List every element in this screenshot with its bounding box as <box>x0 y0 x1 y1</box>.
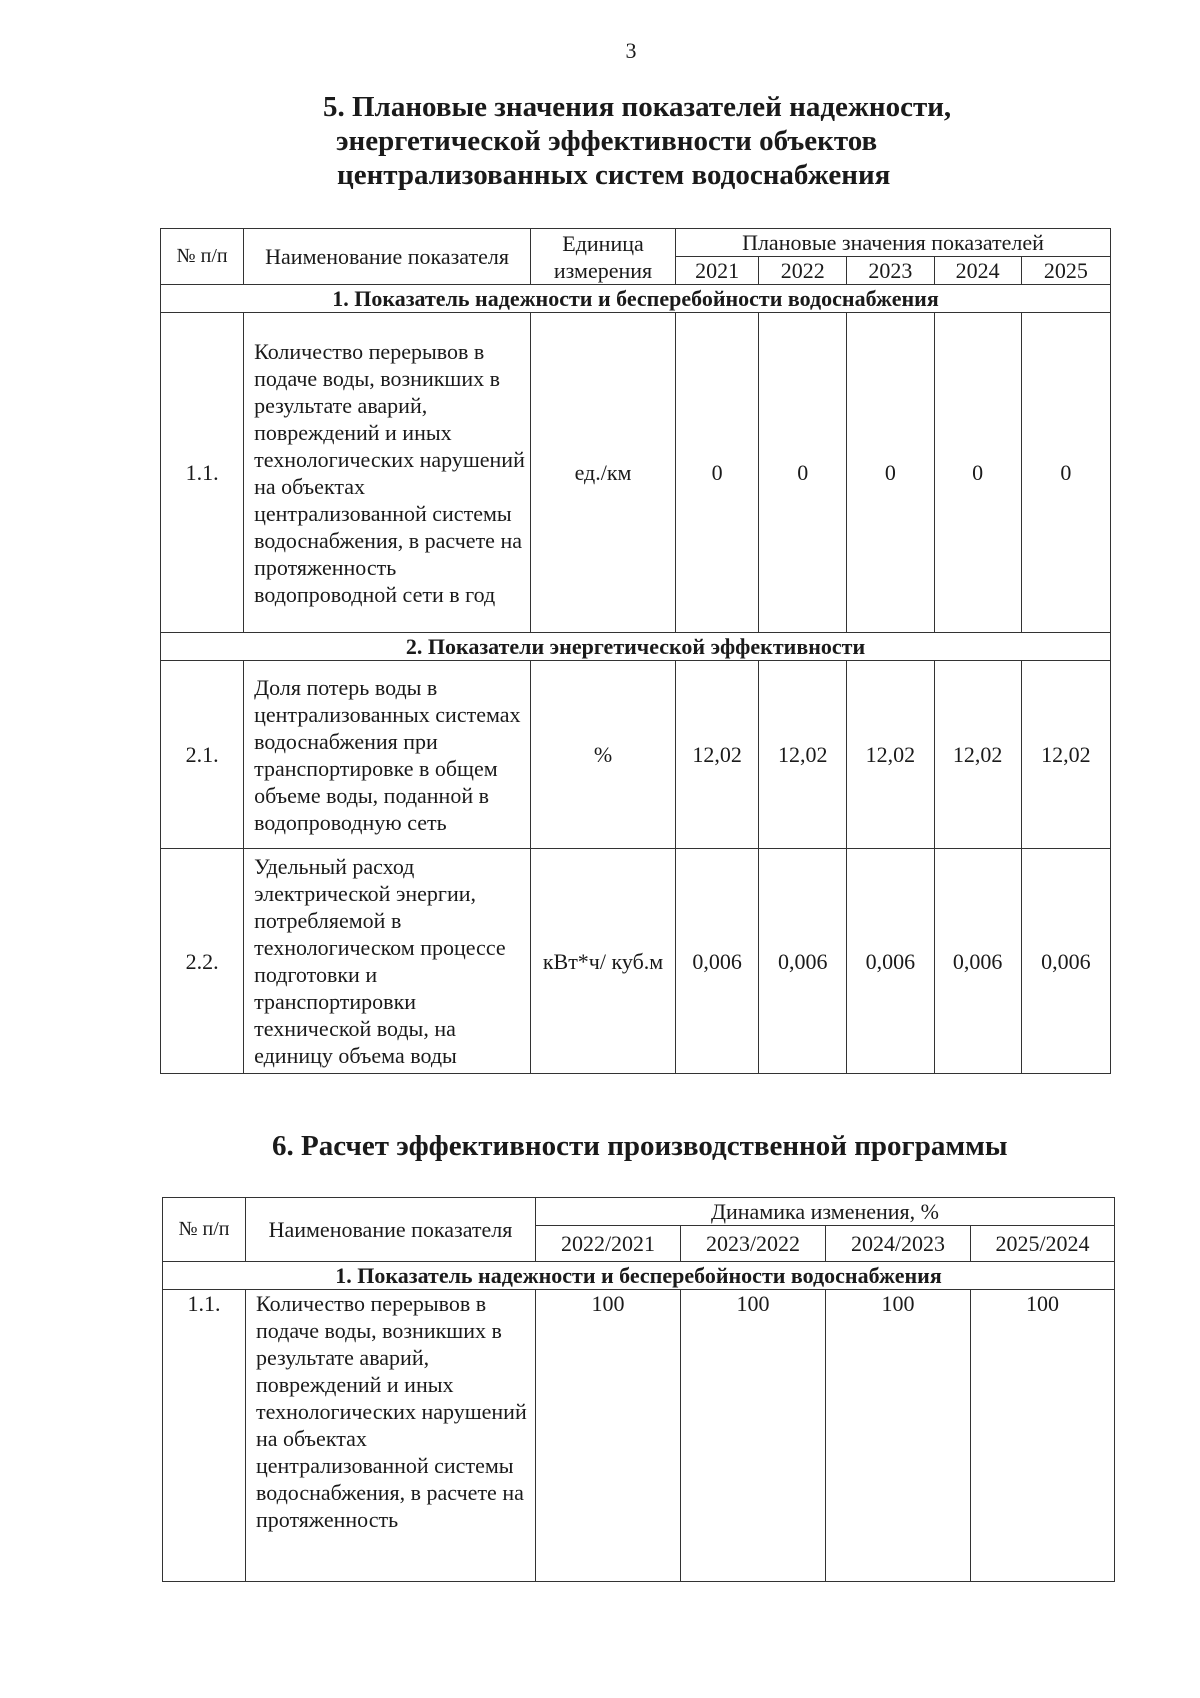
row-value: 0,006 <box>847 849 934 1074</box>
table-row <box>161 661 1111 849</box>
row-value: 0 <box>759 313 847 633</box>
table-row <box>161 313 1111 633</box>
row-unit: кВт*ч/ куб.м <box>531 849 676 1074</box>
header-period: 2024/2023 <box>826 1226 971 1262</box>
section-5-title-line-3: централизованных систем водоснабжения <box>337 159 891 191</box>
row-value: 100 <box>681 1290 826 1582</box>
row-num: 2.1. <box>161 661 244 849</box>
header-num: № п/п <box>161 229 244 285</box>
table-row <box>161 849 1111 1074</box>
row-name: Количество перерывов в подаче воды, возникших в результате аварий, повреждений и иных технологических нарушений на объектах централизованной системы водоснабжения, в расчете на протяженность <box>246 1290 536 1582</box>
section-6-title: 6. Расчет эффективности производственной программы <box>272 1130 1008 1162</box>
header-period: 2025/2024 <box>971 1226 1115 1262</box>
page-number: 3 <box>625 38 637 63</box>
row-value: 100 <box>971 1290 1115 1582</box>
section-5-title-line-2: энергетической эффективности объектов <box>336 125 878 157</box>
row-unit: ед./км <box>531 313 676 633</box>
header-year: 2025 <box>1021 257 1110 285</box>
row-value: 12,02 <box>676 661 759 849</box>
row-name: Доля потерь воды в централизованных системах водоснабжения при транспортировке в общем объеме воды, поданной в водопроводную сеть <box>244 661 531 849</box>
row-num: 1.1. <box>161 313 244 633</box>
row-value: 100 <box>536 1290 681 1582</box>
header-year: 2024 <box>934 257 1021 285</box>
section-5-title-line-1: 5. Плановые значения показателей надежности, <box>323 91 952 123</box>
group-heading: 2. Показатели энергетической эффективности <box>161 633 1111 661</box>
header-period: 2023/2022 <box>681 1226 826 1262</box>
header-dynamics: Динамика изменения, % <box>536 1198 1115 1226</box>
row-value: 12,02 <box>1021 661 1110 849</box>
row-value: 0 <box>934 313 1021 633</box>
row-value: 0,006 <box>676 849 759 1074</box>
row-unit: % <box>531 661 676 849</box>
row-value: 0 <box>676 313 759 633</box>
row-value: 100 <box>826 1290 971 1582</box>
row-num: 2.2. <box>161 849 244 1074</box>
efficiency-table <box>162 1197 1115 1582</box>
row-value: 0,006 <box>1021 849 1110 1074</box>
header-name: Наименование показателя <box>246 1198 536 1262</box>
header-period: 2022/2021 <box>536 1226 681 1262</box>
row-name: Удельный расход электрической энергии, потребляемой в технологическом процессе подготовки и транспортировки технической воды, на единицу объема воды <box>244 849 531 1074</box>
section-5-title <box>258 90 1058 192</box>
header-name: Наименование показателя <box>244 229 531 285</box>
planned-values-table <box>160 228 1111 1074</box>
header-year: 2021 <box>676 257 759 285</box>
row-value: 0 <box>1021 313 1110 633</box>
row-value: 12,02 <box>759 661 847 849</box>
row-name: Количество перерывов в подаче воды, возникших в результате аварий, повреждений и иных технологических нарушений на объектах централизованной системы водоснабжения, в расчете на протяженность водопроводной сети в год <box>244 313 531 633</box>
row-value: 0,006 <box>934 849 1021 1074</box>
row-num: 1.1. <box>163 1290 246 1582</box>
row-value: 12,02 <box>934 661 1021 849</box>
header-num: № п/п <box>163 1198 246 1262</box>
group-heading: 1. Показатель надежности и бесперебойности водоснабжения <box>163 1262 1115 1290</box>
group-heading: 1. Показатель надежности и бесперебойности водоснабжения <box>161 285 1111 313</box>
header-year: 2022 <box>759 257 847 285</box>
row-value: 0,006 <box>759 849 847 1074</box>
header-unit: Единица измерения <box>531 229 676 285</box>
header-year: 2023 <box>847 257 934 285</box>
table-row <box>163 1290 1115 1582</box>
row-value: 12,02 <box>847 661 934 849</box>
row-value: 0 <box>847 313 934 633</box>
header-planned: Плановые значения показателей <box>676 229 1111 257</box>
